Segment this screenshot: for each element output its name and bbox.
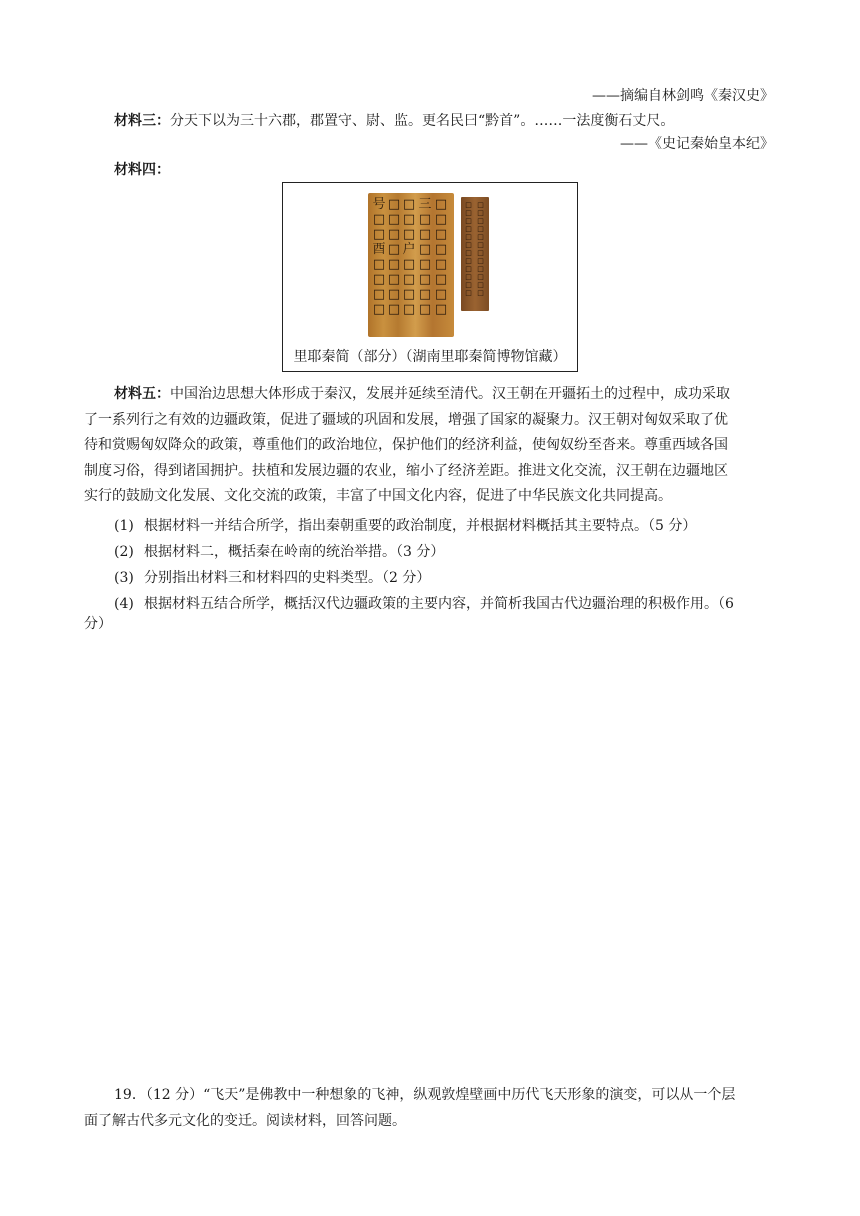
question-2 bbox=[114, 542, 444, 562]
narrow-slip-image: □□□□□□□□□□□□ □□□□□□□□□□□□ bbox=[461, 197, 489, 311]
material-5-line-1: 中国治边思想大体形成于秦汉，发展并延续至清代。汉王朝在开疆拓土的过程中，成功采取 bbox=[170, 386, 730, 402]
question-19-line-2: 面了解古代多元文化的变迁。阅读材料，回答问题。 bbox=[84, 1113, 406, 1129]
material-5-label: 材料五： bbox=[114, 386, 170, 402]
question-1 bbox=[114, 516, 696, 536]
question-4 bbox=[114, 594, 734, 614]
material-3-source: ——《史记秦始皇本纪》 bbox=[620, 136, 774, 152]
source-citation-1: ——摘编自林剑鸣《秦汉史》 bbox=[592, 88, 774, 104]
question-3-number: (3) bbox=[114, 570, 134, 586]
material-3-label: 材料三： bbox=[114, 113, 170, 129]
question-4-continued: 分） bbox=[84, 616, 112, 632]
material-5-line-4: 制度习俗，得到诸国拥护。扶植和发展边疆的农业，缩小了经济差距。推进文化交流，汉王朝在边疆地区 bbox=[84, 462, 728, 479]
question-1-number: (1) bbox=[114, 518, 134, 534]
material-5-paragraph bbox=[84, 382, 776, 510]
question-19-line-1: 19．（12 分）“飞天”是佛教中一种想象的飞神，纵观敦煌壁画中历代飞天形象的演变，可以从一个层 bbox=[114, 1087, 736, 1103]
material-3-text: 分天下以为三十六郡，郡置守、尉、监。更名民曰“黔首”。……一法度衡石丈尺。 bbox=[170, 113, 675, 129]
material-3-line bbox=[114, 111, 674, 131]
question-3 bbox=[114, 568, 430, 588]
question-2-text: 根据材料二，概括秦在岭南的统治举措。（3 分） bbox=[144, 544, 445, 560]
material-4-label: 材料四： bbox=[114, 162, 170, 178]
figure-box bbox=[282, 182, 578, 372]
question-3-text: 分别指出材料三和材料四的史料类型。（2 分） bbox=[144, 570, 431, 586]
question-4-number: (4) bbox=[114, 596, 134, 612]
question-2-number: (2) bbox=[114, 544, 134, 560]
bamboo-slip-image: 号□□酉□□□□ □□□□□□□□ □□□户□□□□ 三□□□□□□□ □□□□□□□□ bbox=[368, 193, 454, 337]
question-4-text: 根据材料五结合所学，概括汉代边疆政策的主要内容，并简析我国古代边疆治理的积极作用。（6 bbox=[144, 596, 734, 612]
material-5-line-3: 待和赏赐匈奴降众的政策，尊重他们的政治地位，保护他们的经济利益，使匈奴纷至沓来。尊重西域各国 bbox=[84, 437, 728, 454]
figure-caption: 里耶秦简（部分）（湖南里耶秦简博物馆藏） bbox=[293, 349, 567, 365]
question-1-text: 根据材料一并结合所学，指出秦朝重要的政治制度，并根据材料概括其主要特点。（5 分） bbox=[144, 518, 697, 534]
material-5-line-5: 实行的鼓励文化发展、文化交流的政策，丰富了中国文化内容，促进了中华民族文化共同提高。 bbox=[84, 488, 672, 505]
material-5-line-2: 了一系列行之有效的边疆政策，促进了疆域的巩固和发展，增强了国家的凝聚力。汉王朝对匈奴采取了优 bbox=[84, 411, 728, 428]
